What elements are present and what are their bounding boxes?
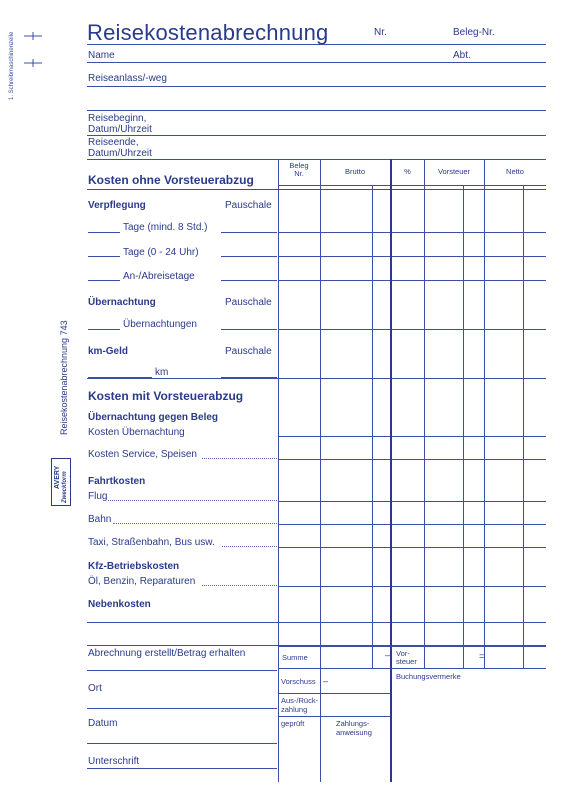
vor-label-1: Vor- (396, 649, 410, 658)
tage-8-label: Tage (mind. 8 Std.) (123, 222, 208, 233)
bahn-dots (113, 523, 277, 524)
fahrtkosten-label: Fahrtkosten (88, 476, 146, 487)
oel-label: Öl, Benzin, Reparaturen (88, 576, 196, 587)
vorschuss-label: Vorschuss (281, 677, 316, 686)
flug-dots (108, 500, 277, 501)
col-line-vorsteuer-cents (463, 185, 464, 668)
ende-label-2: Datum/Uhrzeit (88, 148, 152, 159)
col-header-vorsteuer: Vorsteuer (437, 167, 471, 176)
pauschale-label-1: Pauschale (225, 200, 272, 211)
logo-text-avery: AVERY (54, 465, 61, 489)
kfz-label: Kfz-Betriebskosten (88, 561, 180, 572)
anreise-amount-field[interactable] (221, 280, 277, 281)
uebernachtung-label: Übernachtung (88, 297, 156, 308)
col-header-brutto: Brutto (344, 167, 365, 176)
unterschrift-line[interactable] (87, 768, 277, 769)
tage-8-count-field[interactable] (88, 232, 120, 233)
col-line-netto-cents (523, 185, 524, 668)
tage-24-label: Tage (0 - 24 Uhr) (123, 247, 199, 258)
km-label: km (155, 367, 169, 378)
col-header-beleg-2: Nr. (294, 169, 304, 178)
anlass-line-2[interactable] (87, 110, 546, 111)
summe-label: Summe (282, 653, 308, 662)
section-ohne-end-line (87, 378, 546, 379)
kosten-ueb-line[interactable] (278, 436, 546, 437)
beleg-nr-label: Beleg-Nr. (453, 27, 495, 38)
summe-top-line (278, 646, 546, 647)
zahlungs-label-2: anweisung (336, 728, 372, 737)
zahlungs-label-1: Zahlungs- (336, 719, 370, 728)
col-line-brutto-left (320, 159, 321, 782)
buchung-label: Buchungsvermerke (396, 672, 461, 681)
row-line-3 (278, 280, 546, 281)
col-header-percent: % (404, 167, 411, 176)
anlass-label: Reiseanlass/-weg (88, 73, 167, 84)
row-line-1 (278, 232, 546, 233)
name-label: Name (88, 50, 115, 61)
equals-sign: = (479, 651, 485, 661)
geprueft-label: geprüft (281, 719, 305, 728)
avery-logo (51, 458, 71, 506)
table-header-line (278, 185, 546, 186)
summe-bottom-line (278, 668, 546, 669)
kosten-service-label: Kosten Service, Speisen (88, 449, 197, 460)
datum-line[interactable] (87, 743, 277, 744)
neben-label: Nebenkosten (88, 599, 151, 610)
oel-dots (202, 585, 277, 586)
ort-line[interactable] (87, 670, 277, 671)
nr-label: Nr. (374, 27, 387, 38)
aus-rueck-label-1: Aus-/Rück- (281, 696, 319, 705)
col-header-beleg-1: Beleg (289, 161, 309, 170)
bahn-label: Bahn (88, 514, 112, 525)
col-line-brutto-cents (372, 185, 373, 668)
uebernachtungen-count-field[interactable] (88, 329, 120, 330)
taxi-dots (222, 546, 277, 547)
margin-note: 1. Schreibmaschinenzeile (9, 31, 15, 100)
beginn-line[interactable] (87, 135, 546, 136)
oel-line[interactable] (278, 586, 546, 587)
taxi-label: Taxi, Straßenbahn, Bus usw. (88, 537, 215, 548)
neben-line-1[interactable] (87, 622, 546, 623)
vor-label-2: steuer (396, 657, 417, 666)
form-number: Reisekostenabrechnung 743 (59, 320, 69, 435)
col-line-percent-left (390, 159, 392, 782)
taxi-line[interactable] (278, 547, 546, 548)
beginn-label-2: Datum/Uhrzeit (88, 124, 152, 135)
col-line-vorsteuer-left (424, 159, 425, 668)
uebernachtungen-label: Übernachtungen (123, 319, 197, 330)
vorschuss-line (278, 693, 390, 694)
name-line[interactable] (87, 62, 546, 63)
pauschale-label-2: Pauschale (225, 297, 272, 308)
abt-label: Abt. (453, 50, 471, 61)
tage-24-count-field[interactable] (88, 256, 120, 257)
anlass-line-1[interactable] (87, 86, 546, 87)
ort-label: Ort (88, 683, 102, 694)
ende-line[interactable] (87, 159, 546, 160)
page-title: Reisekostenabrechnung (87, 20, 329, 45)
minus-summe: – (385, 650, 391, 660)
aus-rueck-label-2: zahlung (281, 705, 308, 714)
col-line-netto-left (484, 159, 485, 668)
ende-label-1: Reiseende, (88, 137, 139, 148)
kosten-ueb-label: Kosten Übernachtung (88, 427, 185, 438)
section-mit-title: Kosten mit Vorsteuerabzug (88, 389, 244, 403)
minus-vorschuss: – (323, 676, 329, 686)
title-underline (87, 44, 546, 45)
beginn-label-1: Reisebeginn, (88, 113, 147, 124)
abrechnung-label: Abrechnung erstellt/Betrag erhalten (88, 648, 246, 659)
section-ohne-underline (87, 189, 546, 190)
datum-label: Datum (88, 718, 118, 729)
row-line-2 (278, 256, 546, 257)
logo-text-zweckform: Zweckform (62, 471, 68, 503)
uebernachtungen-amount-field[interactable] (221, 329, 277, 330)
verpflegung-label: Verpflegung (88, 200, 146, 211)
ort-bottom-line[interactable] (87, 708, 277, 709)
anreise-count-field[interactable] (88, 280, 120, 281)
tage-8-amount-field[interactable] (221, 232, 277, 233)
anreise-label: An-/Abreisetage (123, 271, 195, 282)
aus-rueck-line (278, 716, 390, 717)
col-header-beleg (278, 162, 320, 178)
section-ohne-title: Kosten ohne Vorsteuerabzug (88, 173, 254, 187)
kosten-service-line[interactable] (278, 459, 546, 460)
unterschrift-label: Unterschrift (88, 756, 140, 767)
margin-marker-icon (20, 30, 50, 70)
kosten-service-dots (202, 458, 277, 459)
col-line-beleg-left (278, 159, 279, 782)
ueb-beleg-label: Übernachtung gegen Beleg (88, 412, 219, 423)
bahn-line[interactable] (278, 524, 546, 525)
row-line-4 (278, 329, 546, 330)
col-header-netto: Netto (506, 167, 524, 176)
pauschale-label-3: Pauschale (225, 346, 272, 357)
tage-24-amount-field[interactable] (221, 256, 277, 257)
flug-label: Flug (88, 491, 108, 502)
flug-line[interactable] (278, 501, 546, 502)
kmgeld-label: km-Geld (88, 346, 129, 357)
